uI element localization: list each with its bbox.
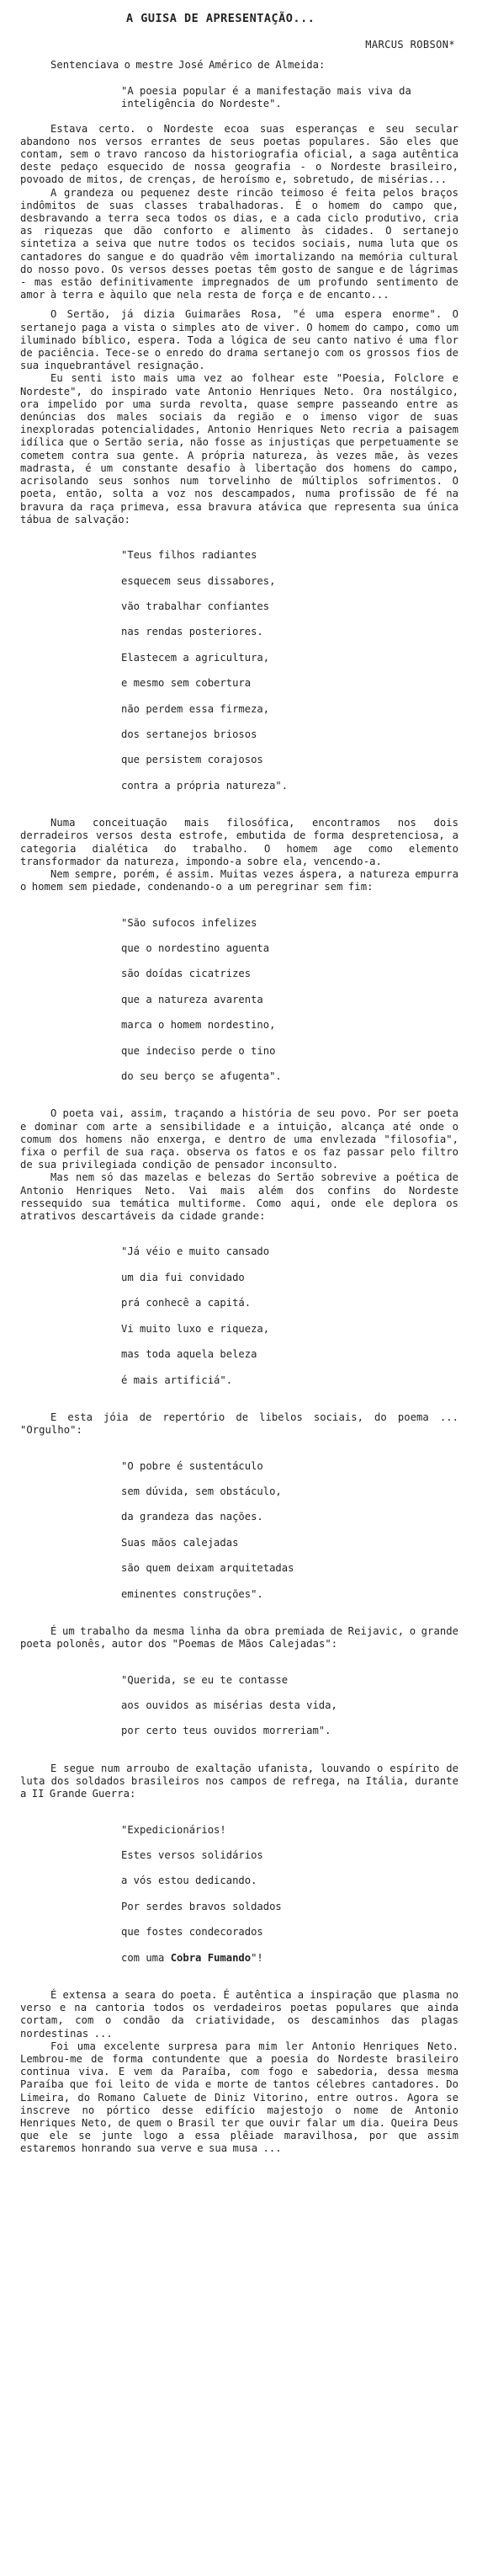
quote-line: da grandeza das nações. [121,1511,263,1523]
quote-emphasis: Cobra Fumando [170,1951,252,1964]
paragraph: Foi uma excelente surpresa para mim ler Antonio Henriques Neto. Lembrou-me de forma contundente que a poesia do Nordeste brasileiro continua viva. E vem da Paraíba, com fogo e sabedoria, dessa mesma Paraíba que foi leito de vida e morte de tantos célebres cantadores. Do Limeira, do Romano Caluete de Diniz Vitorino, entre outros. Agora se inscreve no pórtico desse edifício majestojo o nome de Antonio Henriques Neto, de quem o Brasil ter que ouvir falar um dia. Queira Deus que ele se junte logo a essa plêiade maravilhosa, por que assim estaremos honrando sua verve e sua musa ... [20,2040,458,2155]
poem-quote [121,904,458,1096]
quote-line: Elastecem a agricultura, [121,651,270,664]
quote-line: e mesmo sem cobertura [121,677,252,690]
quote-line [121,1952,458,1965]
quote-line: que fostes condecorados [121,1926,263,1939]
poem-quote [121,1661,458,1750]
paragraph: Estava certo. o Nordeste ecoa suas esperanças e seu secular abandono nos versos errantes de seus poetas populares. São eles que contam, sem o travo rancoso da historiografia oficial, a saga autêntica deste pedaço esquecido de nossa geografia - o Nordeste brasileiro, povoado de mitos, de crenças, de heroísmo e, sobretudo, de misérias... [20,122,458,186]
quote-line: "O pobre é sustentáculo [121,1459,263,1472]
quote-line: eminentes construções". [121,1587,263,1600]
poem-quote [121,1811,458,1977]
quote-line: que a natureza avarenta [121,993,263,1005]
quote-line: prá conhecê a capitá. [121,1297,252,1309]
quote-line: "Já véio e muito cansado [121,1245,270,1258]
quote-line: "A poesia popular é a manifestação mais viva da inteligência do Nordeste". [121,85,411,110]
quote-line: Por serdes bravos soldados [121,1900,282,1912]
poem-quote [121,1447,458,1613]
poem-quote [121,536,458,805]
quote-line: Vi muito luxo e riqueza, [121,1322,270,1335]
quote-line: "Querida, se eu te contasse [121,1673,289,1686]
quote-line: que o nordestino aguenta [121,942,270,954]
quote-line: a vós estou dedicando. [121,1875,257,1887]
quote-line: são quem deixam arquitetadas [121,1562,294,1575]
paragraph: O Sertão, já dizia Guimarães Rosa, "é uma espera enorme". O sertanejo paga a vista o simples ato de viver. O homem do campo, como um iluminado bíblico, espera. Toda a lógica de seu canto nativo é uma flor de paciência. Tece-se o enredo do drama sertanejo com os grossos fios de sua inquebrantável resignação. [20,308,458,372]
quote-line: contra a própria natureza". [121,779,289,792]
quote-line: "Teus filhos radiantes [121,549,257,562]
paragraph: Numa conceituação mais filosófica, encontramos nos dois derradeiros versos desta estrofe, embutida de forma despretenciosa, a categoria dialética do trabalho. O homem age como elemento transformador da natureza, impondo-a sobre ela, vencendo-a. [20,817,458,867]
document-body [20,59,458,2156]
paragraph: É extensa a seara do poeta. É autêntica a inspiração que plasma no verso e na cantoria todos os verdadeiros poetas populares que ainda cortam, com o condão da criatividade, os descaminhos das plagas nordestinas ... [20,1989,458,2040]
paragraph: A grandeza ou pequenez deste rincão teimoso é feita pelos braços indômitos de suas classes trabalhadoras. É o homem do campo que, desbravando a terra seca todos os dias, e a cada ciclo produtivo, cria as riquezas que dão conforto e alimento às cidades. O sertanejo sintetiza a seiva que nutre todos os tecidos sociais, numa luta que os cantadores do sangue e do quadrão vêm imortalizando na memória cultural do nosso povo. Os versos desses poetas têm gosto de sangue e de lágrimas - mas estão definitivamente impregnados de um profundo sentimento de amor à terra e àquilo que nela resta de força e de encanto... [20,186,458,301]
paragraph: Eu senti isto mais uma vez ao folhear este "Poesia, Folclore e Nordeste", do inspirado vate Antonio Henriques Neto. Ora nostálgico, ora impelido por uma surda revolta, quase sempre passeando entre as denúncias dos males sociais da região e o imenso vigor de suas inexploradas potencialidades, Antonio Henriques Neto recria a paisagem idílica que o Sertão seria, não fosse as injustiças que perpetuamente se cometem contra sua gente. A própria natureza, às vezes mãe, às vezes madrasta, é um constante desafio à libertação dos homens do campo, acrisolando seus sonhos num torvelinho de múltiplos sofrimentos. O poeta, então, solta a voz nos descampados, numa profissão de fé na bravura da raça primeva, essa bravura atávica que representa sua única tábua de salvação: [20,372,458,525]
quote-line: não perdem essa firmeza, [121,702,270,715]
quote-line: do seu berço se afugenta". [121,1070,282,1083]
quote-line: que persistem corajosos [121,754,263,766]
quote-text: com uma [121,1951,171,1964]
poem-quote [121,1233,458,1400]
quote-line: são doídas cicatrizes [121,968,252,980]
quote-line: vão trabalhar confiantes [121,600,270,612]
quote-line: que indeciso perde o tino [121,1044,276,1057]
document-author: MARCUS ROBSON* [365,39,455,51]
quote-line: mas toda aquela beleza [121,1348,257,1361]
epigraph-quote [121,85,450,110]
paragraph: E esta jóia de repertório de libelos sociais, do poema ... "Orgulho": [20,1411,458,1437]
paragraph: E segue num arroubo de exaltação ufanista, louvando o espírito de luta dos soldados brasileiros nos campos de refrega, na Itália, durante a II Grande Guerra: [20,1762,458,1800]
document-title: A GUISA DE APRESENTAÇÃO... [126,12,315,25]
quote-text: "! [251,1951,263,1964]
quote-line: marca o homem nordestino, [121,1019,276,1032]
paragraph: Sentenciava o mestre José Américo de Almeida: [50,59,326,71]
paragraph: O poeta vai, assim, traçando a história de seu povo. Por ser poeta e dominar com arte a sensibilidade e a intuição, alcança até onde o comum dos homens não enxerga, e dentro de uma envlezada "filosofia", fixa o perfil de sua raça. observa os fatos e os faz passar pelo filtro de sua privilegiada condição de pensador inconsulto. [20,1107,458,1171]
quote-line: aos ouvidos as misérias desta vida, [121,1699,337,1711]
quote-line: "Expedicionários! [121,1823,226,1836]
quote-line: dos sertanejos briosos [121,728,257,740]
paragraph: Mas nem só das mazelas e belezas do Sertão sobrevive a poética de Antonio Henriques Neto. Vai mais além dos confins do Nordeste ressequido sua temática multiforme. Como aqui, onde ele deplora os atrativos descartáveis da cidade grande: [20,1171,458,1223]
quote-line: "São sufocos infelizes [121,916,257,929]
quote-line: um dia fui convidado [121,1271,245,1283]
quote-line: por certo teus ouvidos morreriam". [121,1725,331,1737]
paragraph: Nem sempre, porém, é assim. Muitas vezes áspera, a natureza empurra o homem sem piedade, condenando-o a um peregrinar sem fim: [20,867,458,893]
quote-line: nas rendas posteriores. [121,626,263,638]
quote-line: sem dúvida, sem obstáculo, [121,1485,282,1497]
quote-line: Suas mãos calejadas [121,1536,239,1549]
paragraph: É um trabalho da mesma linha da obra premiada de Reijavic, o grande poeta polonês, autor dos "Poemas de Mãos Calejadas": [20,1624,458,1651]
quote-line: Estes versos solidários [121,1849,263,1861]
quote-line: esquecem seus dissabores, [121,574,276,587]
quote-line: é mais artificiá". [121,1373,233,1386]
